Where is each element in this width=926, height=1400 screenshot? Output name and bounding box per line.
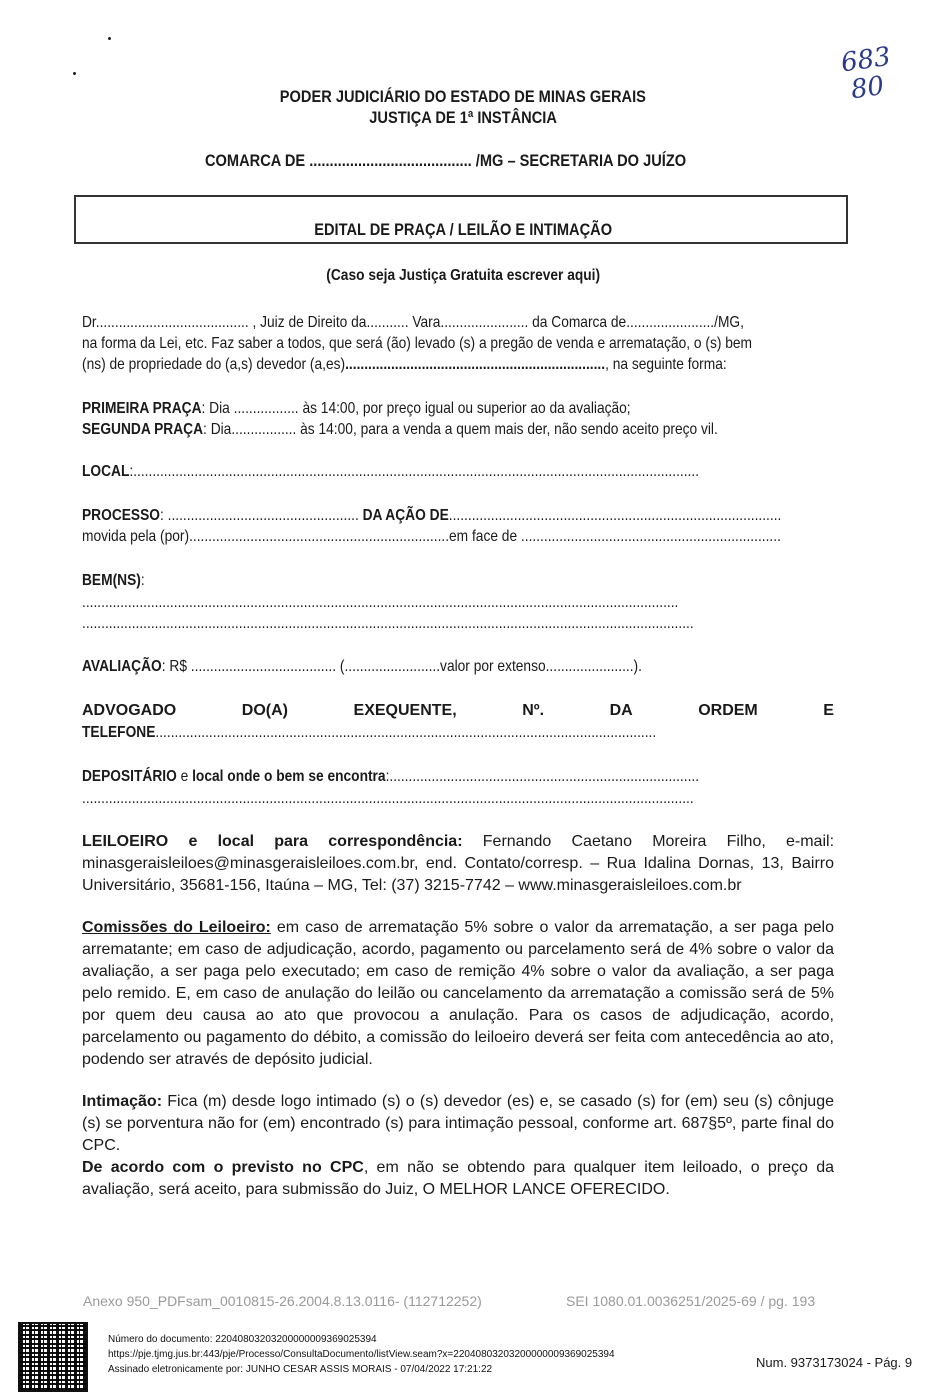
page-number: Num. 9373173024 - Pág. 9	[756, 1355, 913, 1370]
avaliacao-field: AVALIAÇÃO: R$ ...................................... (.........................valor por extenso.......................).	[82, 658, 642, 675]
depositario-label: DEPOSITÁRIO	[82, 768, 177, 785]
intro-line-1: Dr........................................ , Juiz de Direito da........... Vara....................... da Comarca de......................./MG,	[82, 314, 744, 331]
bens-field: BEM(NS):	[82, 572, 145, 589]
anexo-reference: Anexo 950_PDFsam_0010815-26.2004.8.13.0116- (112712252)	[83, 1293, 482, 1309]
segunda-praca: SEGUNDA PRAÇA: Dia................. às 14:00, para a venda a quem mais der, não sendo aceito preço vil.	[82, 421, 718, 438]
header-court: PODER JUDICIÁRIO DO ESTADO DE MINAS GERAIS	[279, 87, 647, 106]
local-bem-label: local onde o bem se encontra	[192, 768, 386, 785]
cpc-label: De acordo com o previsto no CPC	[82, 1159, 364, 1176]
advogado-word: DA	[609, 702, 633, 719]
telefone-field: TELEFONE...................................................................................................................................	[82, 724, 657, 741]
advogado-line	[82, 702, 834, 720]
advogado-word: DO(A)	[241, 702, 288, 719]
handwritten-line-2: 80	[849, 71, 886, 106]
local-label: LOCAL	[82, 463, 130, 480]
advogado-word: EXEQUENTE,	[353, 702, 457, 719]
movida-field: movida pela (por)....................................................................em face de ....................................................................	[82, 528, 781, 545]
depositario-field: DEPOSITÁRIO e local onde o bem se encontra:.................................................................................	[82, 768, 700, 785]
depositario-dots-2: ................................................................................................................................................................	[82, 790, 694, 807]
primeira-praca-label: PRIMEIRA PRAÇA	[82, 400, 202, 417]
header-instance: JUSTIÇA DE 1ª INSTÂNCIA	[369, 108, 557, 127]
segunda-praca-label: SEGUNDA PRAÇA	[82, 421, 204, 438]
intimacao-label: Intimação:	[82, 1093, 163, 1110]
documento-url[interactable]: https://pje.tjmg.jus.br:443/pje/Processo/ConsultaDocumento/listView.seam?x=22040803203200000009369025394	[108, 1349, 615, 1360]
leiloeiro-label: LEILOEIRO e local para correspondência:	[82, 833, 463, 850]
intro-line-3: (ns) de propriedade do (a,s) devedor (a,es)...................................................................., na seguinte forma:	[82, 356, 727, 373]
numero-documento: Número do documento: 22040803203200000009369025394	[108, 1334, 377, 1345]
advogado-word: ORDEM	[698, 702, 758, 719]
bens-dots-1: ............................................................................................................................................................	[82, 594, 679, 611]
handwritten-line-1: 683	[839, 41, 893, 79]
comissoes-paragraph: Comissões do Leiloeiro: em caso de arrematação 5% sobre o valor da arrematação, a ser paga pelo arrematante; em caso de adjudicação, acordo, pagamento ou parcelamento será de 4% sobre o valor da avaliação, a ser paga pelo executado; em caso de remição 4% sobre o valor da avaliação, a ser paga pelo remido. E, em caso de anulação do leilão ou cancelamento da arrematação a comissão será de 5% por quem deu causa ao ato que provocou a anulação. Para os casos de adjudicação, acordo, parcelamento ou pagamento do débito, a comissão do leiloeiro deverá ser feita com antecedência ao ato, podendo ser através de depósito judicial.	[82, 919, 835, 1068]
scan-speck	[73, 72, 76, 75]
qr-code-icon	[18, 1322, 88, 1392]
acao-label: DA AÇÃO DE	[362, 507, 449, 524]
processo-field: PROCESSO: .................................................. DA AÇÃO DE.......................................................................................	[82, 507, 782, 524]
scan-speck	[108, 37, 111, 40]
telefone-label: TELEFONE	[82, 724, 156, 741]
edital-subtitle: (Caso seja Justiça Gratuita escrever aqui)	[326, 267, 600, 284]
avaliacao-label: AVALIAÇÃO	[82, 658, 162, 675]
edital-title: EDITAL DE PRAÇA / LEILÃO E INTIMAÇÃO	[314, 220, 612, 239]
sei-reference: SEI 1080.01.0036251/2025-69 / pg. 193	[566, 1293, 816, 1309]
bens-label: BEM(NS)	[82, 572, 141, 589]
cpc-paragraph: De acordo com o previsto no CPC, em não se obtendo para qualquer item leiloado, o preço da avaliação, será aceito, para submissão do Juiz, O MELHOR LANCE OFERECIDO.	[82, 1159, 834, 1198]
processo-label: PROCESSO	[82, 507, 160, 524]
assinatura-eletronica: Assinado eletronicamente por: JUNHO CESAR ASSIS MORAIS - 07/04/2022 17:21:22	[108, 1364, 493, 1375]
bens-dots-2: ................................................................................................................................................................	[82, 615, 694, 632]
advogado-word: Nº.	[522, 702, 545, 719]
leiloeiro-paragraph: LEILOEIRO e local para correspondência: Fernando Caetano Moreira Filho, e-mail: minasgeraisleiloes@minasgeraisleiloes.com.br, end. Contato/corresp. – Rua Idalina Dornas, 13, Bairro Universitário, 35681-156, Itaúna – MG, Tel: (37) 3215-7742 – www.minasgeraisleiloes.com.br	[82, 833, 835, 894]
comissoes-label: Comissões do Leiloeiro:	[82, 919, 271, 936]
primeira-praca: PRIMEIRA PRAÇA: Dia ................. às 14:00, por preço igual ou superior ao da avaliação;	[82, 400, 631, 417]
advogado-word: ADVOGADO	[82, 702, 177, 719]
intimacao-paragraph: Intimação: Fica (m) desde logo intimado (s) o (s) devedor (es) e, se casado (s) for (em) seu (s) cônjuge (s) se porventura não for (em) encontrado (s) para intimação pessoal, conforme art. 687§5º, parte final do CPC.	[82, 1093, 834, 1154]
local-field: LOCAL:....................................................................................................................................................	[82, 463, 700, 480]
header-comarca: COMARCA DE ........................................ /MG – SECRETARIA DO JUÍZO	[205, 151, 687, 170]
advogado-word: E	[823, 702, 834, 719]
intro-line-2: na forma da Lei, etc. Faz saber a todos, que será (ão) levado (s) a pregão de venda e arrematação, o (s) bem	[82, 335, 753, 352]
